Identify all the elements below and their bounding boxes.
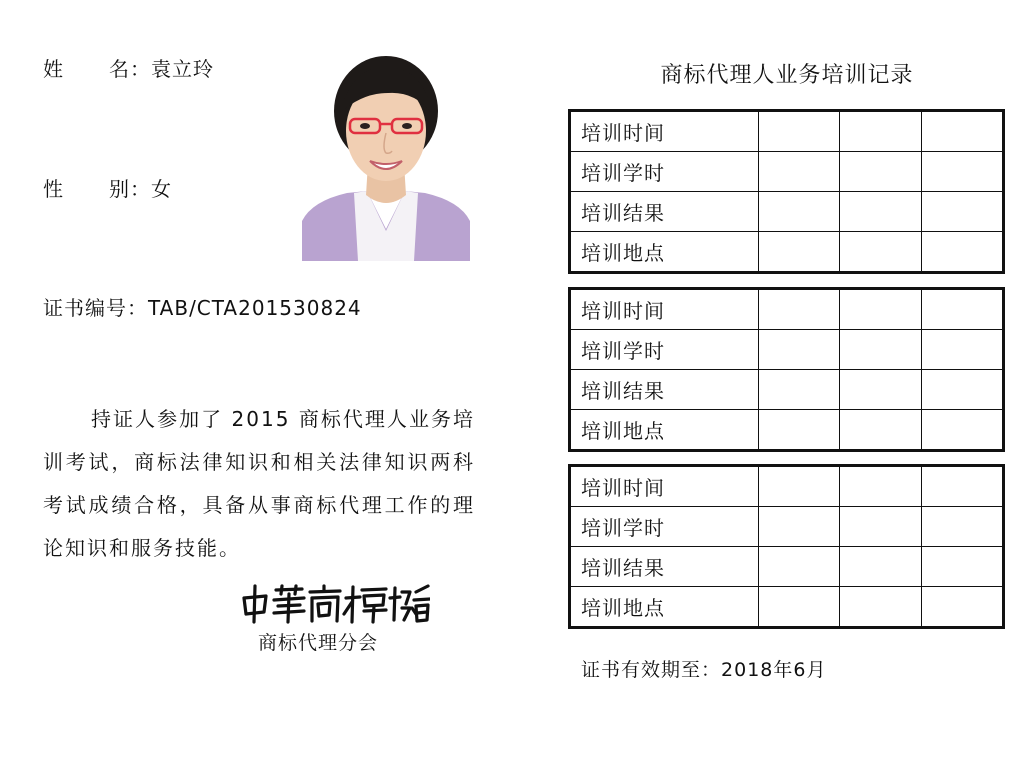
table-row	[570, 330, 1004, 370]
gender-field	[43, 177, 172, 201]
record-title: 商标代理人业务培训记录	[660, 63, 914, 88]
record-cell	[758, 111, 839, 152]
gender-label-part2: 别：	[109, 177, 151, 201]
record-cell	[758, 192, 839, 232]
training-record-block-3	[568, 464, 1005, 629]
row-label: 培训地点	[570, 587, 759, 628]
record-cell	[921, 289, 1003, 330]
holder-photo	[302, 53, 470, 261]
record-cell	[758, 152, 839, 192]
table-row	[570, 289, 1004, 330]
name-field	[43, 57, 214, 81]
name-value: 袁立玲	[151, 57, 214, 81]
record-cell	[758, 587, 839, 628]
row-label: 培训学时	[570, 507, 759, 547]
record-cell	[921, 330, 1003, 370]
table-row	[570, 466, 1004, 507]
record-cell	[758, 289, 839, 330]
record-cell	[921, 410, 1003, 451]
table-row	[570, 370, 1004, 410]
record-cell	[921, 370, 1003, 410]
record-cell	[840, 232, 921, 273]
table-row	[570, 507, 1004, 547]
name-label-part1: 姓	[43, 57, 64, 81]
record-cell	[840, 507, 921, 547]
validity-label: 证书有效期至：	[581, 659, 722, 681]
record-cell	[921, 152, 1003, 192]
record-cell	[840, 466, 921, 507]
record-cell	[758, 547, 839, 587]
row-label: 培训学时	[570, 330, 759, 370]
training-record-block-2	[568, 287, 1005, 452]
row-label: 培训时间	[570, 466, 759, 507]
row-label: 培训结果	[570, 370, 759, 410]
gender-value: 女	[151, 177, 172, 201]
record-cell	[840, 152, 921, 192]
table-row	[570, 192, 1004, 232]
issuer-calligraphy-signature	[240, 584, 430, 624]
record-cell	[758, 232, 839, 273]
validity-date	[581, 655, 826, 682]
certificate-number	[43, 296, 362, 320]
row-label: 培训时间	[570, 111, 759, 152]
record-cell	[758, 507, 839, 547]
record-cell	[758, 330, 839, 370]
validity-value: 2018年6月	[721, 659, 827, 681]
row-label: 培训结果	[570, 192, 759, 232]
record-cell	[840, 111, 921, 152]
record-cell	[840, 330, 921, 370]
certificate-statement: 持证人参加了 2015 商标代理人业务培训考试，商标法律知识和相关法律知识两科考试成绩合格，具备从事商标代理工作的理论知识和服务技能。	[43, 407, 475, 560]
table-row	[570, 547, 1004, 587]
record-cell	[758, 410, 839, 451]
table-row	[570, 232, 1004, 273]
record-cell	[840, 547, 921, 587]
name-label-part2: 名：	[109, 57, 151, 81]
table-row	[570, 410, 1004, 451]
record-cell	[921, 507, 1003, 547]
row-label: 培训时间	[570, 289, 759, 330]
cert-no-value: TAB/CTA201530824	[148, 296, 362, 320]
record-cell	[921, 466, 1003, 507]
table-row	[570, 587, 1004, 628]
record-cell	[921, 587, 1003, 628]
record-cell	[758, 466, 839, 507]
record-cell	[840, 410, 921, 451]
record-cell	[921, 192, 1003, 232]
row-label: 培训学时	[570, 152, 759, 192]
row-label: 培训地点	[570, 410, 759, 451]
table-row	[570, 152, 1004, 192]
record-cell	[840, 289, 921, 330]
record-cell	[921, 111, 1003, 152]
cert-no-label: 证书编号：	[43, 296, 148, 320]
record-cell	[840, 587, 921, 628]
record-cell	[840, 192, 921, 232]
table-row	[570, 111, 1004, 152]
record-cell	[758, 370, 839, 410]
record-cell	[921, 547, 1003, 587]
training-record-block-1	[568, 109, 1005, 274]
record-cell	[840, 370, 921, 410]
row-label: 培训结果	[570, 547, 759, 587]
record-cell	[921, 232, 1003, 273]
issuer-branch: 商标代理分会	[258, 632, 379, 654]
gender-label-part1: 性	[43, 177, 64, 201]
row-label: 培训地点	[570, 232, 759, 273]
